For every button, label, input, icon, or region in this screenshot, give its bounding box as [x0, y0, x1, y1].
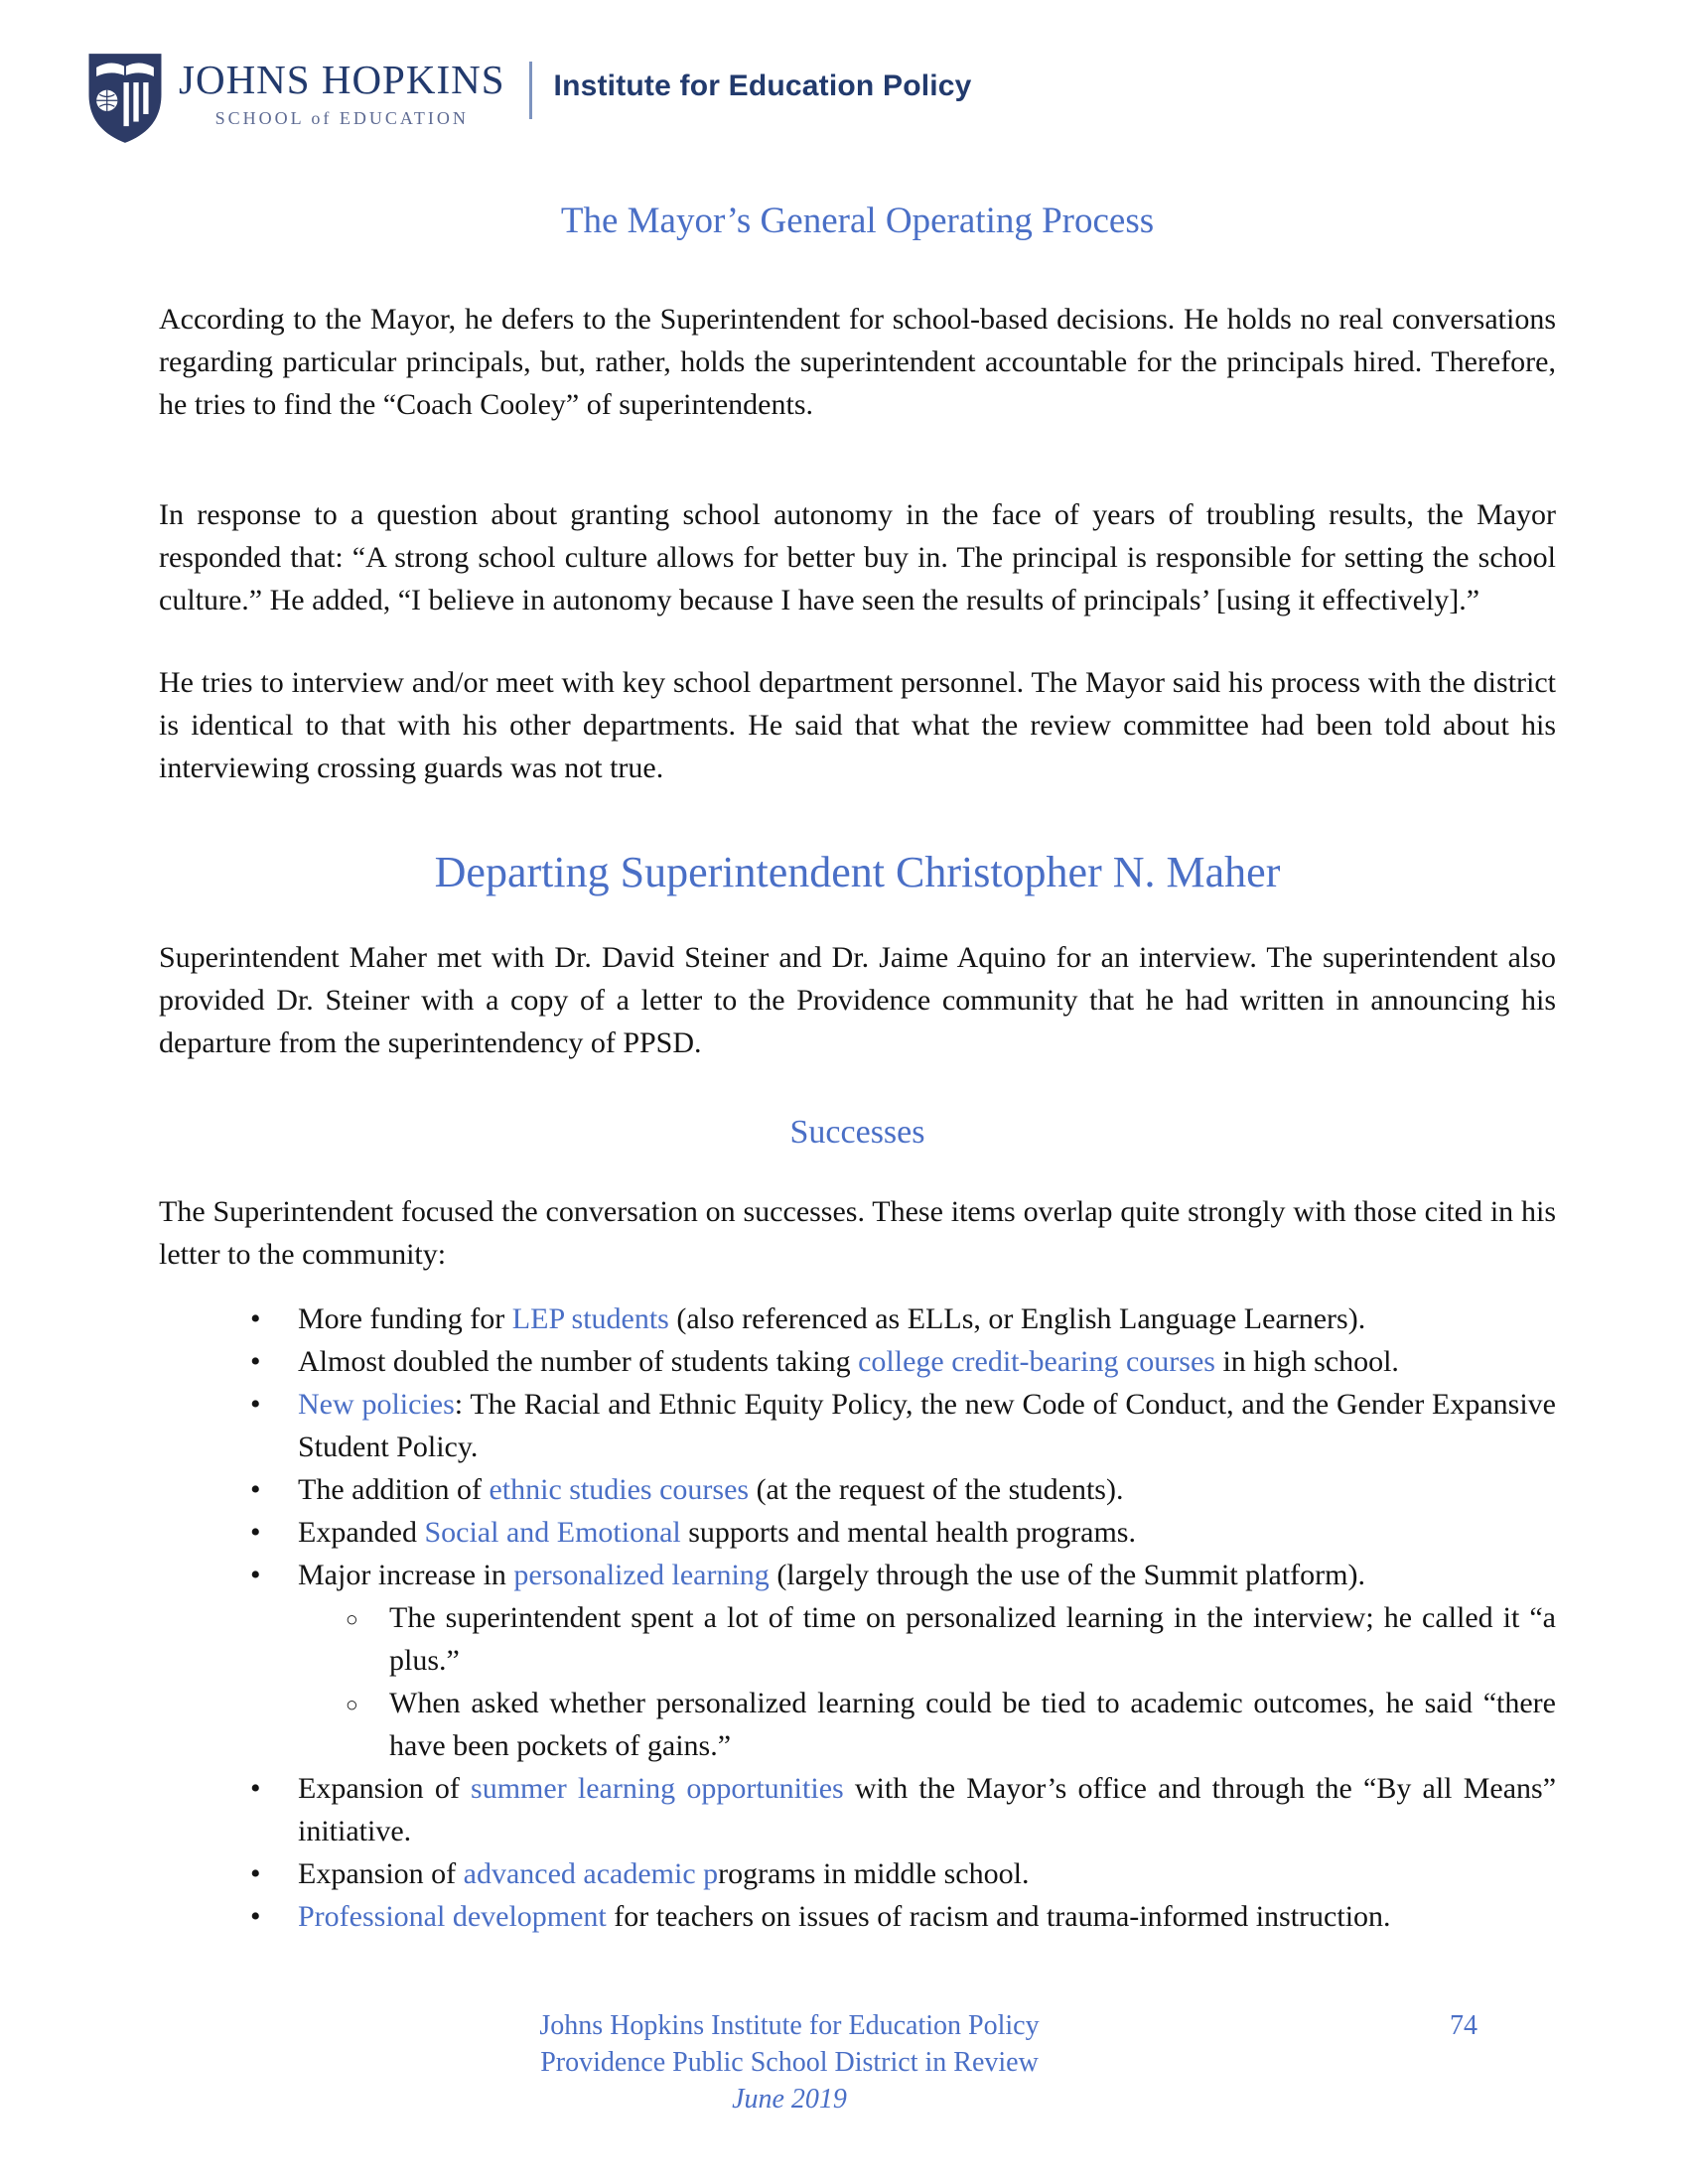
list-item [159, 1468, 1556, 1511]
text-run: The superintendent spent a lot of time on personalized learning in the interview; he called it “a plus.” [389, 1601, 1556, 1677]
document-body [159, 139, 1556, 1938]
text-run: Expansion of [298, 1772, 472, 1805]
footer-report-title-line: Providence Public School District in Review [540, 2047, 1039, 2078]
footer-date-line: June 2019 [732, 2084, 847, 2115]
list-item [159, 1554, 1556, 1596]
text-run: (also referenced as ELLs, or English Language Learners). [668, 1302, 1366, 1335]
section-title-mayors-process: The Mayor’s General Operating Process [560, 201, 1155, 241]
text-link[interactable]: summer learning opportunities [471, 1772, 844, 1805]
list-item [159, 1383, 1556, 1468]
sub-list-item [159, 1682, 1556, 1767]
text-run: The addition of [298, 1473, 490, 1506]
text-run: Expansion of [298, 1857, 464, 1890]
bullet-marker: • [250, 1772, 261, 1805]
paragraph-spacer [159, 426, 1556, 454]
paragraph [159, 936, 1556, 1064]
text-link[interactable]: personalized learning [513, 1559, 770, 1591]
sub-bullet-marker: ○ [346, 1607, 358, 1631]
text-run: : The Racial and Ethnic Equity Policy, the new Code of Conduct, and the Gender Expansive Student Policy. [298, 1388, 1556, 1463]
bullet-marker: • [250, 1516, 261, 1549]
bullet-marker: • [250, 1345, 261, 1378]
list-item [159, 1767, 1556, 1852]
bullet-marker: • [250, 1302, 261, 1335]
list-item [159, 1852, 1556, 1895]
heading-departing-superintendent: Departing Superintendent Christopher N. Maher [434, 848, 1281, 896]
page-number: 74 [1450, 2010, 1477, 2041]
text-run: with the Mayor’s office and through the “By all Means” initiative. [298, 1772, 1557, 1847]
text-run: Major increase in [298, 1559, 514, 1591]
jhu-shield-icon [87, 52, 163, 150]
text-run: for teachers on issues of racism and trauma-informed instruction. [606, 1900, 1391, 1933]
text-run: Almost doubled the number of students taking [298, 1345, 859, 1378]
page-footer [0, 2007, 1688, 2117]
paragraph [159, 298, 1556, 426]
text-run: in high school. [1214, 1345, 1399, 1378]
paragraph [159, 1190, 1556, 1276]
bullet-marker: • [250, 1473, 261, 1506]
paragraph [159, 661, 1556, 789]
institute-name: Institute for Education Policy [553, 69, 972, 102]
text-link[interactable]: college credit-bearing courses [858, 1345, 1215, 1378]
list-item [159, 1895, 1556, 1938]
text-link[interactable]: Professional development [298, 1900, 607, 1933]
paragraph [159, 493, 1556, 621]
bullet-marker: • [250, 1559, 261, 1591]
list-item [159, 1511, 1556, 1554]
footer-text-block [159, 2007, 1420, 2117]
bullet-marker: • [250, 1900, 261, 1933]
heading-successes: Successes [789, 1114, 925, 1151]
text-link[interactable]: New policies [298, 1388, 455, 1421]
text-run: According to the Mayor, he defers to the Superintendent for school-based decisions. He holds no real conversations regarding particular principals, but, rather, holds the superintendent accountable for the principals hired. Therefore, he tries to find the “Coach Cooley” of superintendents. [159, 303, 1556, 421]
text-run: (at the request of the students). [749, 1473, 1124, 1506]
text-run: He tries to interview and/or meet with key school department personnel. The Mayor said his process with the district is identical to that with his other departments. He said that what the review committee had been told about his interviewing crossing guards was not true. [159, 666, 1556, 784]
text-run: Superintendent Maher met with Dr. David Steiner and Dr. Jaime Aquino for an interview. The superintendent also provided Dr. Steiner with a copy of a letter to the Providence community that he had written in announcing his departure from the superintendency of PPSD. [159, 941, 1556, 1059]
bullet-marker: • [250, 1857, 261, 1890]
sub-list-item [159, 1596, 1556, 1682]
logo-secondary-text: SCHOOL of EDUCATION [214, 108, 469, 128]
header-divider [529, 62, 532, 119]
text-run: rograms in middle school. [718, 1857, 1030, 1890]
text-link[interactable]: LEP students [511, 1302, 669, 1335]
text-link[interactable]: Social and Emotional [424, 1516, 681, 1549]
text-link[interactable]: ethnic studies courses [489, 1473, 750, 1506]
text-run: (largely through the use of the Summit platform). [769, 1559, 1365, 1591]
list-item [159, 1340, 1556, 1383]
text-run: In response to a question about granting school autonomy in the face of years of troubling results, the Mayor responded that: “A strong school culture allows for better buy in. The principal is responsible for setting the school culture.” He added, “I believe in autonomy because I have seen the results of principals’ [using it effectively].” [159, 498, 1556, 616]
logo-wordmark [179, 52, 505, 129]
footer-institute-line: Johns Hopkins Institute for Education Policy [539, 2010, 1040, 2041]
logo-primary-text: JOHNS HOPKINS [179, 57, 505, 102]
bullet-marker: • [250, 1388, 261, 1421]
text-run: More funding for [298, 1302, 512, 1335]
text-run: supports and mental health programs. [680, 1516, 1136, 1549]
text-link[interactable]: advanced academic p [463, 1857, 719, 1890]
page-header [87, 52, 972, 150]
text-run: The Superintendent focused the conversation on successes. These items overlap quite strongly with those cited in his letter to the community: [159, 1195, 1556, 1271]
text-run: Expanded [298, 1516, 425, 1549]
list-item [159, 1297, 1556, 1340]
text-run: When asked whether personalized learning could be tied to academic outcomes, he said “there have been pockets of gains.” [389, 1687, 1556, 1762]
sub-bullet-marker: ○ [346, 1693, 358, 1716]
